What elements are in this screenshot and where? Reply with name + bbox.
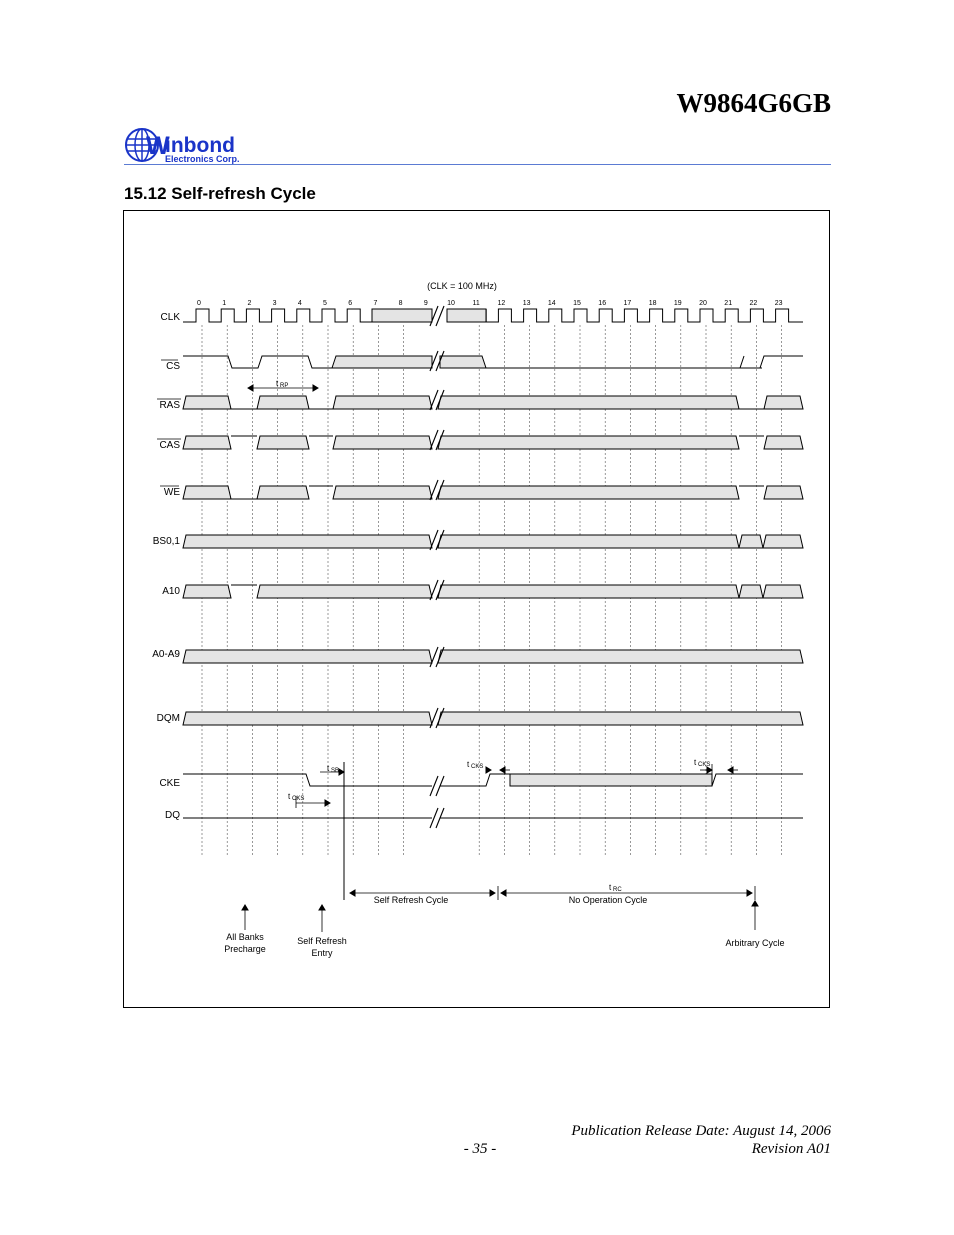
signal-label-bs: BS0,1 — [152, 536, 180, 547]
bs-seg — [763, 535, 803, 548]
trp-label-sub: RP — [280, 383, 289, 389]
we-seg — [183, 486, 231, 499]
cycle-number: 4 — [297, 300, 302, 307]
bs-seg — [739, 535, 763, 548]
signal-label-dqm: DQM — [156, 713, 180, 724]
cas-seg — [438, 436, 739, 449]
trp-label-t: t — [276, 379, 279, 388]
cycle-number: 3 — [272, 300, 277, 307]
cycle-number: 0 — [197, 300, 201, 307]
ras-seg — [257, 396, 309, 409]
cycle-number: 19 — [673, 300, 682, 307]
addr-seg — [183, 650, 432, 663]
logo-brand: inbond — [165, 134, 235, 157]
a10-seg — [183, 585, 231, 598]
cycle-number: 13 — [522, 300, 531, 307]
signal-label-cke: CKE — [159, 778, 180, 789]
signal-label-cas: CAS — [159, 440, 180, 451]
self-refresh-entry-head — [319, 905, 325, 910]
signal-label-a10: A10 — [162, 586, 180, 597]
all-banks-label-2: Precharge — [224, 944, 266, 954]
arbitrary-cycle-label: Arbitrary Cycle — [725, 938, 785, 948]
tcks-entry-label-t: t — [288, 792, 291, 801]
all-banks-label-1: All Banks — [226, 932, 264, 942]
tsb-arrow-head — [339, 769, 344, 775]
bs-seg — [438, 535, 739, 548]
ras-seg — [183, 396, 231, 409]
clock-note: (CLK = 100 MHz) — [427, 281, 497, 291]
tsb-label-sub: SB — [331, 768, 340, 774]
tcks-exit-head-a — [486, 767, 491, 773]
cke-wave-c — [712, 774, 803, 786]
self-refresh-cycle-head-l — [350, 890, 355, 896]
noop-cycle-label: No Operation Cycle — [568, 895, 648, 905]
cas-seg — [764, 436, 803, 449]
section-title: 15.12 Self-refresh Cycle — [124, 184, 316, 203]
cycle-number: 7 — [373, 300, 378, 307]
cke-bus — [510, 774, 712, 786]
clk-held-b — [447, 309, 486, 322]
cycle-number: 18 — [648, 300, 657, 307]
clk-wave-a — [183, 309, 372, 322]
cycle-number: 1 — [222, 300, 227, 307]
cs-bus-a — [332, 356, 432, 368]
ras-seg — [438, 396, 739, 409]
logo-tagline: Electronics Corp. — [165, 154, 240, 164]
cycle-number: 20 — [699, 300, 707, 307]
cycle-number: 21 — [724, 300, 733, 307]
tsb-label-t: t — [327, 764, 330, 773]
all-banks-arrow-head — [242, 905, 248, 910]
signal-label-addr: A0-A9 — [152, 649, 180, 660]
cycle-number: 12 — [497, 300, 506, 307]
page-number: - 35 - — [463, 1141, 497, 1157]
logo-initial: W — [146, 132, 170, 160]
cycle-number: 11 — [472, 300, 480, 307]
a10-seg — [739, 585, 763, 598]
bs-seg — [183, 535, 432, 548]
cs-wave-b — [486, 356, 744, 368]
cycle-number: 22 — [749, 300, 758, 307]
tcks-arb-label-sub: CKS — [698, 762, 711, 768]
cycle-number: 10 — [447, 300, 455, 307]
self-refresh-entry-label-2: Entry — [311, 948, 333, 958]
part-number: W9864G6GB — [676, 88, 831, 118]
tcks-entry-label-sub: CKS — [292, 796, 305, 802]
a10-seg — [438, 585, 739, 598]
tcks-exit-label — [467, 760, 483, 770]
signal-label-ras: RAS — [159, 400, 180, 411]
cycle-number: 23 — [774, 300, 783, 307]
cycle-number: 14 — [547, 300, 556, 307]
we-seg — [764, 486, 803, 499]
trc-label-t: t — [609, 883, 612, 892]
signal-label-clk: CLK — [160, 312, 180, 323]
a10-seg — [257, 585, 432, 598]
revision: Revision A01 — [751, 1141, 831, 1157]
cs-wave-a — [183, 356, 332, 368]
cs-bus-b — [440, 356, 486, 368]
self-refresh-cycle-head-r — [490, 890, 495, 896]
ras-seg — [333, 396, 432, 409]
trp-label — [276, 379, 288, 389]
noop-cycle-head-l — [501, 890, 506, 896]
cas-seg — [183, 436, 231, 449]
cycle-number: 17 — [623, 300, 632, 307]
dqm-seg — [183, 712, 432, 725]
publication-date: Publication Release Date: August 14, 2006 — [571, 1123, 831, 1139]
trc-label-sub: RC — [613, 887, 622, 893]
tcks-exit-label-sub: CKS — [471, 764, 484, 770]
signal-label-we: WE — [163, 487, 180, 498]
trc-label — [609, 883, 622, 893]
cke-wave-b — [440, 774, 510, 786]
tcks-exit-label-t: t — [467, 760, 470, 769]
clk-held-a — [372, 309, 432, 322]
tcks-arb-label-t: t — [694, 758, 697, 767]
tcks-entry-head — [325, 800, 330, 806]
cycle-number: 9 — [423, 300, 428, 307]
noop-cycle-head-r — [747, 890, 752, 896]
tsb-label — [327, 764, 339, 774]
cycle-number: 5 — [323, 300, 327, 307]
signal-label-dq: DQ — [165, 810, 180, 821]
tcks-entry-label — [288, 792, 304, 802]
arbitrary-arrow-head — [752, 901, 758, 906]
cas-seg — [257, 436, 309, 449]
cas-seg — [333, 436, 432, 449]
self-refresh-entry-label-1: Self Refresh — [297, 936, 347, 946]
dqm-seg — [438, 712, 803, 725]
cycle-number: 2 — [247, 300, 252, 307]
a10-seg — [763, 585, 803, 598]
signal-label-cs: CS — [166, 361, 180, 372]
trp-arrow-left — [248, 385, 253, 391]
we-seg — [257, 486, 309, 499]
cycle-number: 6 — [348, 300, 353, 307]
trp-arrow-right — [313, 385, 318, 391]
tcks-arb-label — [694, 758, 710, 768]
cycle-number: 15 — [573, 300, 581, 307]
addr-seg — [438, 650, 803, 663]
self-refresh-cycle-label: Self Refresh Cycle — [373, 895, 449, 905]
clk-wave-b — [486, 309, 803, 322]
cycle-number: 16 — [598, 300, 607, 307]
cke-wave-a — [183, 774, 432, 786]
we-seg — [438, 486, 739, 499]
ras-seg — [764, 396, 803, 409]
cycle-number: 8 — [398, 300, 403, 307]
we-seg — [333, 486, 432, 499]
